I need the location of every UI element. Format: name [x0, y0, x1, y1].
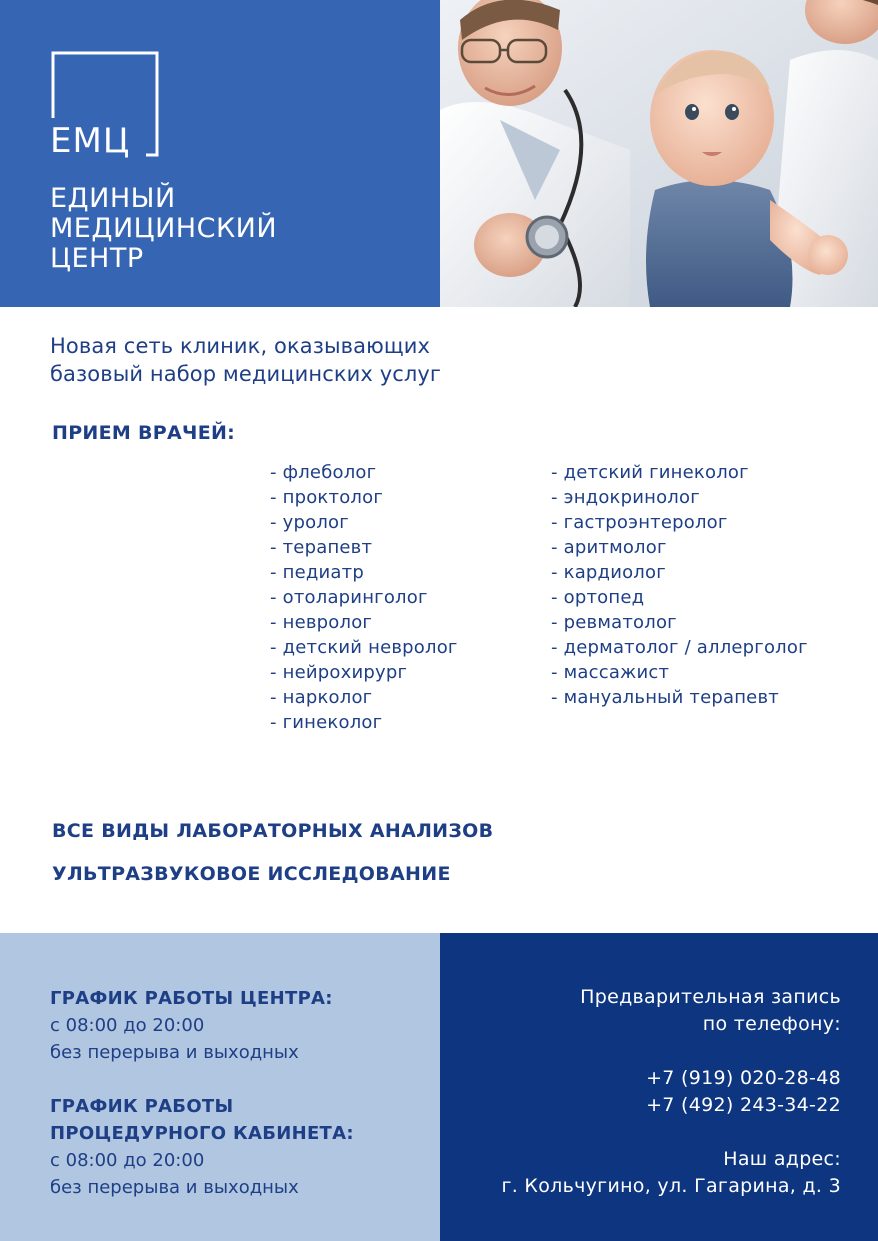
address-block	[501, 1146, 841, 1200]
brand-name	[50, 184, 277, 274]
list-item: - детский невролог	[270, 635, 458, 660]
footer	[0, 933, 878, 1241]
schedule-title-line: ГРАФИК РАБОТЫ ЦЕНТРА:	[50, 988, 333, 1009]
brand-panel	[0, 0, 440, 307]
list-item: - эндокринолог	[551, 485, 808, 510]
phone-link[interactable]: +7 (919) 020-28-48	[646, 1067, 841, 1089]
list-item: - ревматолог	[551, 610, 808, 635]
center-hours: с 08:00 до 20:00	[50, 1015, 205, 1036]
list-item: - дерматолог / аллерголог	[551, 635, 808, 660]
procedure-room-hours: с 08:00 до 20:00	[50, 1150, 205, 1171]
center-schedule	[50, 985, 333, 1066]
list-item: - детский гинеколог	[551, 460, 808, 485]
doctor-baby-photo	[440, 0, 878, 307]
tagline	[50, 332, 441, 388]
list-item: - гинеколог	[270, 710, 458, 735]
list-item: - флеболог	[270, 460, 458, 485]
center-schedule-title	[50, 985, 333, 1012]
doctors-title: ПРИЕМ ВРАЧЕЙ:	[52, 422, 236, 444]
brand-name-line: МЕДИЦИНСКИЙ	[50, 213, 278, 244]
list-item: - терапевт	[270, 535, 458, 560]
address-label: Наш адрес:	[723, 1148, 841, 1170]
doctors-list-left	[270, 460, 458, 735]
list-item: - невролог	[270, 610, 458, 635]
contact-panel	[440, 933, 878, 1241]
brand-name-line: ЦЕНТР	[50, 243, 144, 274]
procedure-room-title	[50, 1093, 354, 1147]
ultrasound-heading: УЛЬТРАЗВУКОВОЕ ИССЛЕДОВАНИЕ	[52, 863, 451, 885]
brand-name-line: ЕДИНЫЙ	[50, 183, 176, 214]
procedure-room-schedule	[50, 1093, 354, 1201]
list-item: - гастроэнтеролог	[551, 510, 808, 535]
booking-label	[580, 984, 841, 1038]
booking-line: Предварительная запись	[580, 986, 841, 1008]
schedule-title-line: ПРОЦЕДУРНОГО КАБИНЕТА:	[50, 1123, 354, 1144]
list-item: - уролог	[270, 510, 458, 535]
schedule-title-line: ГРАФИК РАБОТЫ	[50, 1096, 234, 1117]
list-item: - нарколог	[270, 685, 458, 710]
list-item: - отоларинголог	[270, 585, 458, 610]
header	[0, 0, 878, 307]
photo-illustration	[440, 0, 878, 307]
phone-link[interactable]: +7 (492) 243-34-22	[646, 1094, 841, 1116]
lab-tests-heading: ВСЕ ВИДЫ ЛАБОРАТОРНЫХ АНАЛИЗОВ	[52, 820, 494, 842]
procedure-room-note: без перерыва и выходных	[50, 1177, 299, 1198]
address-text: г. Кольчугино, ул. Гагарина, д. 3	[501, 1175, 841, 1197]
center-note: без перерыва и выходных	[50, 1042, 299, 1063]
logo	[50, 50, 160, 160]
booking-line: по телефону:	[702, 1013, 841, 1035]
tagline-line: Новая сеть клиник, оказывающих	[50, 334, 431, 358]
list-item: - нейрохирург	[270, 660, 458, 685]
schedule-panel	[0, 933, 440, 1241]
list-item: - аритмолог	[551, 535, 808, 560]
list-item: - мануальный терапевт	[551, 685, 808, 710]
phone-list	[646, 1065, 841, 1119]
list-item: - ортопед	[551, 585, 808, 610]
list-item: - педиатр	[270, 560, 458, 585]
list-item: - проктолог	[270, 485, 458, 510]
logo-text: ЕМЦ	[50, 121, 131, 161]
list-item: - кардиолог	[551, 560, 808, 585]
doctors-list-right	[551, 460, 808, 710]
list-item: - массажист	[551, 660, 808, 685]
tagline-line: базовый набор медицинских услуг	[50, 362, 442, 386]
